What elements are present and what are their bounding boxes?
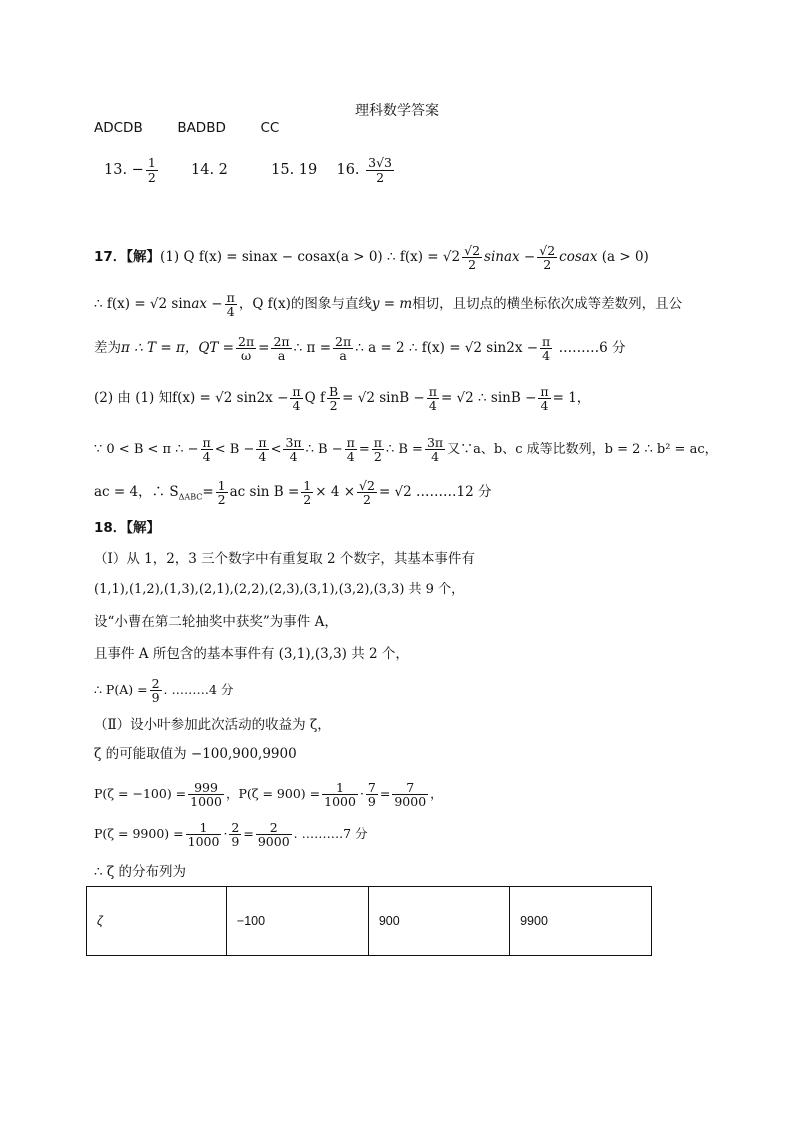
answer-14-label: 14. [191, 162, 215, 178]
fill-answers [104, 150, 396, 190]
q18-p8-b: ，P(ζ = 900) = [225, 786, 321, 801]
frac-num: π [346, 434, 355, 450]
frac-den: 4 [542, 348, 551, 363]
q17-l5-f2 [256, 436, 268, 463]
q17-l4-f2 [327, 385, 340, 412]
answer-14-value: 2 [218, 162, 228, 178]
frac-den: 2 [217, 492, 226, 507]
table-row [87, 887, 652, 956]
q17-l4-e: = √2 sin [342, 390, 400, 406]
frac-den: 9 [231, 834, 240, 849]
frac-num: √2 [539, 242, 556, 258]
q17-l3-c: ∴ π = [293, 340, 332, 356]
q17-l3-f3 [333, 335, 353, 362]
frac-num: 1 [217, 477, 226, 493]
frac-num: 999 [188, 781, 224, 795]
q18-p8-f2 [322, 781, 358, 808]
q17-l6-f1 [216, 479, 228, 506]
q17-l3-score: ………6 分 [558, 340, 626, 356]
frac-num: π [542, 333, 551, 349]
q17-l3-a: 差为 [94, 340, 121, 356]
q17-l5-d: ∴ B − [305, 442, 343, 457]
answer-13-fraction [146, 156, 158, 183]
answer-16-den: 2 [376, 169, 385, 185]
frac-den: 9000 [257, 834, 290, 849]
answer-13-num: 1 [147, 155, 156, 171]
table-cell: ζ [87, 887, 227, 956]
frac-num: √2 [464, 242, 481, 258]
q18-p8-f4 [392, 781, 428, 808]
frac-den: 2 [329, 398, 338, 413]
answer-15-label: 15. [271, 162, 295, 178]
frac-num: 2π [273, 333, 290, 349]
choice-group-2: BADBD [177, 120, 226, 136]
q17-l4-h: = √2 ∴ sin [440, 390, 511, 406]
frac-num: 2π [238, 333, 255, 349]
q18-p9-d: . ……….7 分 [293, 826, 368, 841]
q18-p8-e: ， [430, 786, 443, 801]
q17-heading: 17．【解】 [94, 249, 161, 265]
q18-p5-a: ∴ P(A) = [94, 682, 148, 697]
frac-den: 2 [468, 257, 477, 272]
frac-den: 4 [226, 304, 235, 319]
q18-p3: 设“小曹在第二轮抽奖中获奖”为事件 A， [94, 614, 338, 630]
frac-den: a [277, 348, 286, 363]
frac-den: 2 [363, 492, 371, 507]
q17-l3-d: ∴ a = 2 ∴ f(x) = √2 sin [355, 340, 507, 356]
q17-l4-a: (2) 由 (1) 知 [94, 390, 173, 406]
q18-p5 [94, 672, 233, 708]
q17-l5-f3 [283, 436, 303, 463]
choice-group-1: ADCDB [94, 120, 143, 136]
frac-den: ω [240, 348, 252, 363]
q18-p7: ζ 的可能取值为 −100,900,9900 [94, 746, 297, 762]
q17-l3-f2 [271, 335, 291, 362]
q17-l5-g: ∴ B = [385, 442, 423, 457]
table-cell: 9900 [510, 887, 652, 956]
q17-l1-frac [462, 244, 482, 271]
frac-num: 3π [285, 434, 302, 450]
page-title: 理科数学答案 [355, 103, 439, 119]
choice-group-3: CC [260, 120, 280, 136]
q17-line-3 [94, 330, 625, 366]
q17-l6-b: = [202, 484, 214, 500]
q17-l4-i: B − [510, 390, 537, 406]
q17-l3-f1 [236, 335, 256, 362]
q17-line-6 [94, 474, 492, 510]
frac-num: 1 [186, 821, 222, 835]
frac-num: 2 [256, 821, 292, 835]
frac-den: 4 [202, 449, 211, 464]
q17-l6-c: ac sin B = [229, 484, 300, 500]
frac-den: 4 [258, 449, 267, 464]
q18-p5-frac [150, 677, 162, 704]
frac-den: 4 [346, 449, 355, 464]
q17-l5-f6 [425, 436, 445, 463]
q17-l3-b: π ∴ T = π，QT = [121, 340, 234, 356]
q17-l4-f4 [538, 385, 550, 412]
frac-num: π [202, 434, 211, 450]
q17-line-1 [94, 240, 649, 274]
q18-p9-c: = [243, 826, 254, 841]
table-cell: −100 [226, 887, 368, 956]
q17-l6-f2 [301, 479, 313, 506]
choice-answers [94, 118, 279, 138]
q18-p5-b: . ………4 分 [163, 682, 234, 697]
q17-l6-sub: ΔABC [178, 492, 203, 502]
q17-l1-tail: (a > 0) [601, 249, 649, 265]
frac-den: 2 [543, 257, 552, 272]
frac-num: π [373, 434, 382, 450]
q18-p8-f1 [188, 781, 224, 808]
q17-l4-d: Q f [304, 390, 325, 406]
frac-den: 4 [289, 449, 298, 464]
q18-p8 [94, 776, 443, 812]
q17-l5-f4 [345, 436, 357, 463]
frac-num: π [292, 383, 301, 399]
q17-l4-c: 2x − [256, 390, 289, 406]
q17-l5-f5 [372, 436, 384, 463]
frac-num: 7 [367, 779, 376, 795]
q17-l5-b: < B − [214, 442, 255, 457]
q17-l2-arg: ax − [191, 296, 223, 312]
frac-num: π [428, 383, 437, 399]
q18-p9-b: · [223, 826, 228, 841]
q17-l4-b: f(x) = √2 sin [172, 390, 257, 406]
frac-den: 1000 [324, 794, 356, 809]
frac-num: 1 [303, 477, 312, 493]
q17-l3-eq: = [258, 340, 270, 356]
frac-num: 2π [335, 333, 352, 349]
q18-p9-f2 [229, 821, 241, 848]
q17-l5-c: < [270, 442, 282, 457]
q17-l6-f3 [357, 479, 377, 506]
q17-l1-mid: sinax − [484, 249, 536, 265]
answer-13-den: 2 [147, 169, 156, 185]
answer-13-sign: − [131, 162, 144, 178]
q17-l4-j: = 1， [552, 390, 591, 406]
q18-p9-f1 [186, 821, 222, 848]
answer-15-value: 19 [298, 162, 318, 178]
q18-p2: (1,1),(1,2),(1,3),(2,1),(2,2),(2,3),(3,1),(3,2),(3,3) 共 9 个， [94, 582, 465, 597]
q18-p9-a: P(ζ = 9900) = [94, 826, 184, 841]
q18-p8-f3 [366, 781, 378, 808]
q18-p8-a: P(ζ = −100) = [94, 786, 187, 801]
frac-den: 4 [431, 449, 440, 464]
q17-l5-e: = [358, 442, 370, 457]
frac-num: 1 [322, 781, 358, 795]
q17-l2-c: y = m [371, 296, 413, 312]
q17-l6-score: ………12 分 [416, 484, 492, 500]
q18-p9-f3 [256, 821, 292, 848]
q17-l1-intro: (1) Q f(x) = sinax − cosax(a > 0) ∴ f(x) = √2 [160, 249, 461, 265]
q17-l3-f4 [540, 335, 552, 362]
frac-den: 4 [292, 398, 301, 413]
q18-p4: 且事件 A 所包含的基本事件有 (3,1),(3,3) 共 2 个， [94, 646, 409, 662]
q17-l2-b: ，Q f(x)的图象与直线 [238, 296, 372, 312]
q18-p6: （Ⅱ）设小叶参加此次活动的收益为 ζ， [94, 717, 331, 733]
q17-l1-frac2 [537, 244, 557, 271]
q18-p8-d: = [379, 786, 391, 801]
q17-l4-f3 [427, 385, 439, 412]
answer-16-num: 3√3 [368, 155, 393, 171]
frac-den: 9000 [394, 794, 427, 809]
frac-den: 9 [367, 794, 376, 809]
frac-num: 2 [231, 819, 240, 835]
frac-num: π [226, 289, 235, 305]
q17-l3-e: 2x − [506, 340, 539, 356]
frac-num: √2 [359, 477, 375, 493]
frac-num: B [328, 383, 339, 399]
frac-num: 7 [392, 781, 428, 795]
q17-l2-a: ∴ f(x) = √2 sin [94, 296, 192, 312]
table-cell: 900 [368, 887, 509, 956]
frac-den: a [339, 348, 347, 363]
q17-l6-e: = √2 [378, 484, 412, 500]
frac-den: 4 [540, 398, 549, 413]
q18-p1: （Ⅰ）从 1，2，3 三个数字中有重复取 2 个数字，其基本事件有 [94, 551, 475, 567]
distribution-table [86, 886, 652, 956]
frac-num: π [258, 434, 267, 450]
q17-l5-f1 [201, 436, 213, 463]
q17-l5-a: ∵ 0 < B < π ∴ − [94, 442, 199, 457]
frac-den: 1000 [187, 834, 220, 849]
frac-den: 9 [151, 690, 160, 705]
q17-line-4 [94, 380, 590, 416]
q18-p8-c: · [359, 786, 364, 801]
frac-num: 2 [151, 675, 160, 691]
frac-num: 3π [426, 434, 444, 450]
q17-line-2 [94, 287, 682, 321]
q18-p10: ∴ ζ 的分布列为 [94, 864, 186, 880]
answer-16-label: 16. [336, 162, 360, 178]
answer-16-fraction [366, 156, 394, 183]
frac-den: 1000 [190, 794, 222, 809]
frac-den: 2 [303, 492, 312, 507]
q17-l2-d: 相切，且切点的横坐标依次成等差数列，且公 [412, 296, 683, 312]
q17-l2-frac [225, 291, 237, 318]
q17-l6-d: × 4 × [315, 484, 356, 500]
q17-l6-a: ac = 4，∴ S [94, 484, 179, 500]
q18-heading: 18．【解】 [94, 520, 161, 536]
q18-p9 [94, 816, 368, 852]
q17-l5-h: 又∵a、b、c 成等比数列，b = 2 ∴ b² = ac， [447, 442, 718, 457]
q17-l4-g: B − [399, 390, 425, 406]
q17-line-5 [94, 432, 718, 468]
q17-l4-f1 [290, 385, 302, 412]
frac-den: 4 [428, 398, 437, 413]
frac-num: π [540, 383, 549, 399]
q17-l1-end: cosax [559, 249, 598, 265]
answer-13-label: 13. [104, 162, 128, 178]
frac-den: 2 [373, 449, 382, 464]
